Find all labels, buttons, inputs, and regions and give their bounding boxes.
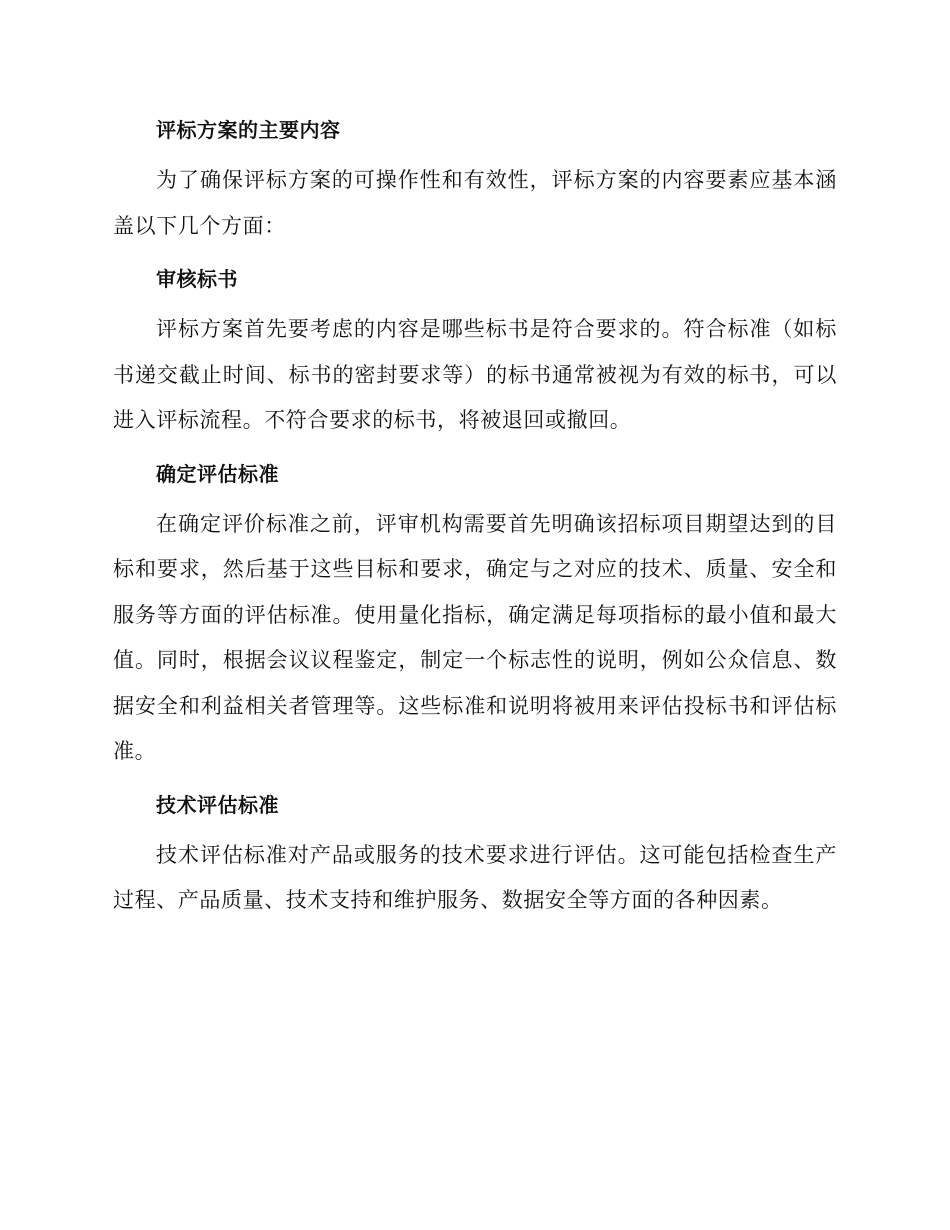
document-page: [113, 108, 837, 924]
section-heading-main-content: 评标方案的主要内容: [156, 118, 341, 142]
section-paragraph-evaluation-criteria: 在确定评价标准之前，评审机构需要首先明确该招标项目期望达到的目标和要求，然后基于这些目标和要求，确定与之对应的技术、质量、安全和服务等方面的评估标准。使用量化指标，确定满足每项指标的最小值和最大值。同时，根据会议议程鉴定，制定一个标志性的说明，例如公众信息、数据安全和利益相关者管理等。这些标准和说明将被用来评估投标书和评估标准。: [113, 511, 837, 763]
section-paragraph-review-bids: 评标方案首先要考虑的内容是哪些标书是符合要求的。符合标准（如标书递交截止时间、标书的密封要求等）的标书通常被视为有效的标书，可以进入评标流程。不符合要求的标书，将被退回或撤回。: [113, 317, 837, 432]
section-heading-evaluation-criteria: 确定评估标准: [156, 461, 279, 486]
section-paragraph-main-content: 为了确保评标方案的可操作性和有效性，评标方案的内容要素应基本涵盖以下几个方面：: [113, 168, 837, 238]
section-heading-review-bids: 审核标书: [156, 267, 238, 291]
section-heading-technical-criteria: 技术评估标准: [156, 792, 279, 817]
section-paragraph-technical-criteria: 技术评估标准对产品或服务的技术要求进行评估。这可能包括检查生产过程、产品质量、技术支持和维护服务、数据安全等方面的各种因素。: [113, 842, 837, 912]
